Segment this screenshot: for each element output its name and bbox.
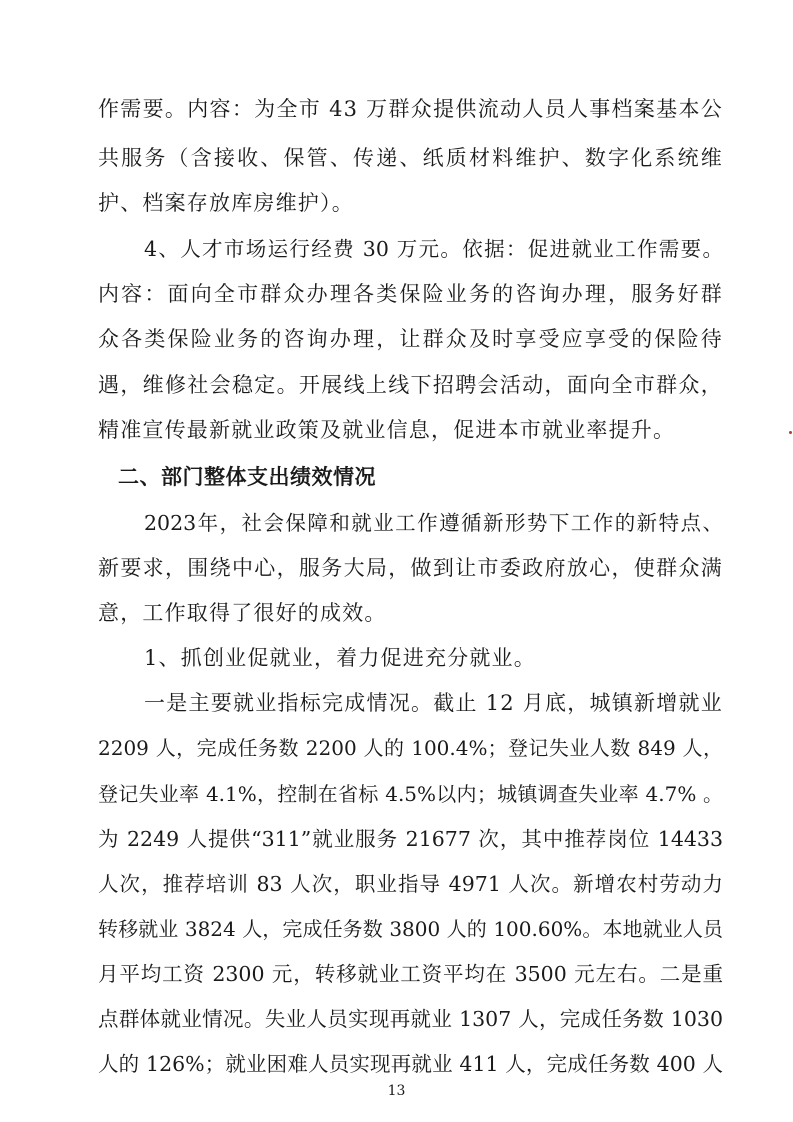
text-line: 2023年，社会保障和就业工作遵循新形势下工作的新特点、 [144, 511, 723, 535]
text-line: 为 2249 人提供“311”就业服务 21677 次，其中推荐岗位 14433 [98, 827, 723, 851]
text-line: 意，工作取得了很好的成效。 [98, 601, 387, 625]
scan-mark [789, 431, 792, 434]
text-line: 护、档案存放库房维护）。 [98, 191, 354, 215]
text-line: 共服务（含接收、保管、传递、纸质材料维护、数字化系统维 [98, 146, 723, 170]
text-line: 精准宣传最新就业政策及就业信息，促进本市就业率提升。 [98, 418, 676, 442]
text-line: 点群体就业情况。失业人员实现再就业 1307 人，完成任务数 1030 [98, 1007, 723, 1031]
text-line: 人的 126%；就业困难人员实现再就业 411 人，完成任务数 400 人 [98, 1052, 723, 1076]
text-line: 作需要。内容：为全市 43 万群众提供流动人员人事档案基本公 [98, 97, 723, 121]
text-line: 遇，维修社会稳定。开展线上线下招聘会活动，面向全市群众， [98, 373, 723, 397]
text-line: 月平均工资 2300 元，转移就业工资平均在 3500 元左右。二是重 [98, 962, 723, 986]
section-heading: 二、部门整体支出绩效情况 [118, 465, 376, 489]
text-line: 转移就业 3824 人，完成任务数 3800 人的 100.60%。本地就业人员 [98, 917, 723, 941]
text-line: 新要求，围绕中心，服务大局，做到让市委政府放心，使群众满 [98, 556, 723, 580]
text-line: 众各类保险业务的咨询办理，让群众及时享受应享受的保险待 [98, 327, 723, 351]
text-line: 4、人才市场运行经费 30 万元。依据：促进就业工作需要。 [144, 237, 723, 261]
text-line: 一是主要就业指标完成情况。截止 12 月底，城镇新增就业 [144, 691, 723, 715]
page-number: 13 [387, 1083, 406, 1099]
text-line: 人次，推荐培训 83 人次，职业指导 4971 人次。新增农村劳动力 [98, 872, 723, 896]
text-line: 1、抓创业促就业，着力促进充分就业。 [144, 646, 536, 670]
text-line: 内容：面向全市群众办理各类保险业务的咨询办理，服务好群 [98, 282, 723, 306]
text-line: 2209 人，完成任务数 2200 人的 100.4%；登记失业人数 849 人， [98, 736, 723, 760]
text-line: 登记失业率 4.1%，控制在省标 4.5%以内；城镇调查失业率 4.7% 。 [98, 782, 723, 806]
